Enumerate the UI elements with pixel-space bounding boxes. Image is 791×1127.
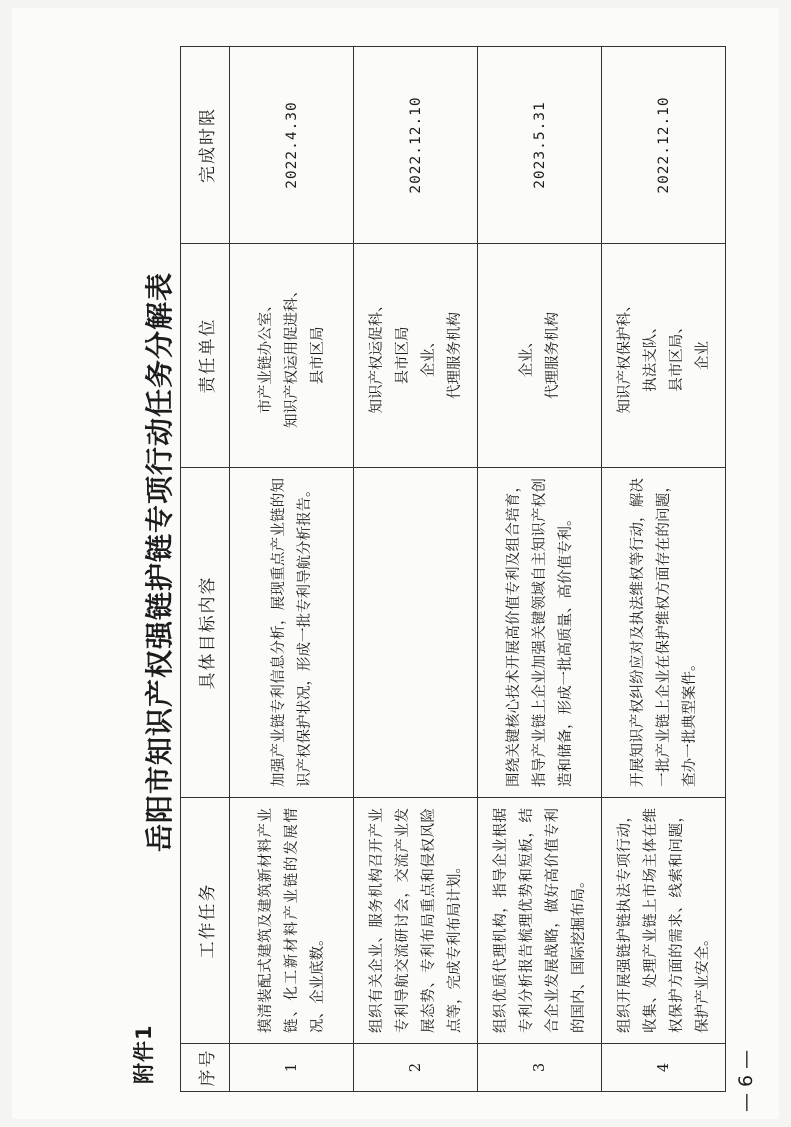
table-row — [478, 47, 602, 1092]
deadline-cell: 2022.12.10 — [354, 47, 478, 244]
header-deadline: 完成时限 — [181, 47, 230, 244]
work-task-cell: 组织优质代理机构，指导企业根据专利分析报告梳理优势和短板，结合企业发展战略，做好高价值专利的国内、国际挖掘布局。 — [478, 798, 602, 1044]
row-number: 1 — [230, 1044, 354, 1092]
responsible-unit-cell — [230, 244, 354, 468]
goal-cell: 围绕关键核心技术开展高价值专利及组合培育，指导产业链上企业加强关键领域自主知识产权创造和储备，形成一批高质量、高价值专利。 — [478, 468, 602, 798]
table-row — [602, 47, 726, 1092]
work-task-cell: 摸清装配式建筑及建筑新材料产业链、化工新材料产业链的发展情况、企业底数。 — [230, 798, 354, 1044]
table-header-row — [181, 47, 230, 1092]
deadline-cell: 2022.4.30 — [230, 47, 354, 244]
unit-line: 知识产权运用促进科、 — [283, 283, 300, 428]
work-task-cell: 组织开展强链护链执法专项行动，收集、处理产业链上市场主体在维权保护方面的需求、线索和问题，保护产业安全。 — [602, 798, 726, 1044]
row-number: 3 — [478, 1044, 602, 1092]
unit-line: 县市区局 — [309, 326, 326, 385]
responsible-unit-cell — [478, 244, 602, 468]
unit-line: 代理服务机构 — [446, 312, 463, 399]
table-row — [230, 47, 354, 1092]
deadline-cell: 2022.12.10 — [602, 47, 726, 244]
work-task-cell: 组织有关企业、服务机构召开产业专利导航交流研讨会，交流产业发展态势、专利布局重点和侵权风险点等，完成专利布局计划。 — [354, 798, 478, 1044]
unit-line: 县市区局、 — [668, 319, 685, 392]
header-goal: 具体目标内容 — [181, 468, 230, 798]
unit-line: 代理服务机构 — [544, 312, 561, 399]
responsible-unit-cell — [602, 244, 726, 468]
rotated-document — [10, 12, 770, 1112]
unit-line: 企业、 — [420, 333, 437, 378]
table-row — [354, 47, 478, 1092]
unit-line: 企业、 — [518, 333, 535, 378]
row-number: 2 — [354, 1044, 478, 1092]
unit-line: 知识产权运促科、 — [368, 297, 385, 414]
header-dept: 责任单位 — [181, 244, 230, 468]
goal-cell: 开展知识产权纠纷应对及执法维权等行动，解决一批产业链上企业在保护维权方面存在的问题，查办一批典型案件。 — [602, 468, 726, 798]
unit-line: 企业 — [694, 341, 711, 370]
responsible-unit-cell — [354, 244, 478, 468]
page-number: — 6 — — [735, 1049, 757, 1112]
unit-line: 执法支队、 — [642, 319, 659, 392]
table-title: 岳阳市知识产权强链护链专项行动任务分解表 — [143, 272, 176, 853]
goal-cell: 加强产业链专利信息分析，展现重点产业链的知识产权保护状况，形成一批专利导航分析报告。 — [230, 468, 354, 798]
unit-line: 知识产权保护科、 — [616, 297, 633, 414]
header-no: 序号 — [181, 1044, 230, 1092]
unit-line: 县市区局 — [394, 326, 411, 385]
task-table — [180, 46, 726, 1092]
deadline-cell: 2023.5.31 — [478, 47, 602, 244]
attachment-label: 附件1 — [132, 1024, 156, 1084]
row-number: 4 — [602, 1044, 726, 1092]
unit-line: 市产业链办公室、 — [257, 297, 274, 414]
header-task: 工作任务 — [181, 798, 230, 1044]
goal-cell — [354, 468, 478, 798]
